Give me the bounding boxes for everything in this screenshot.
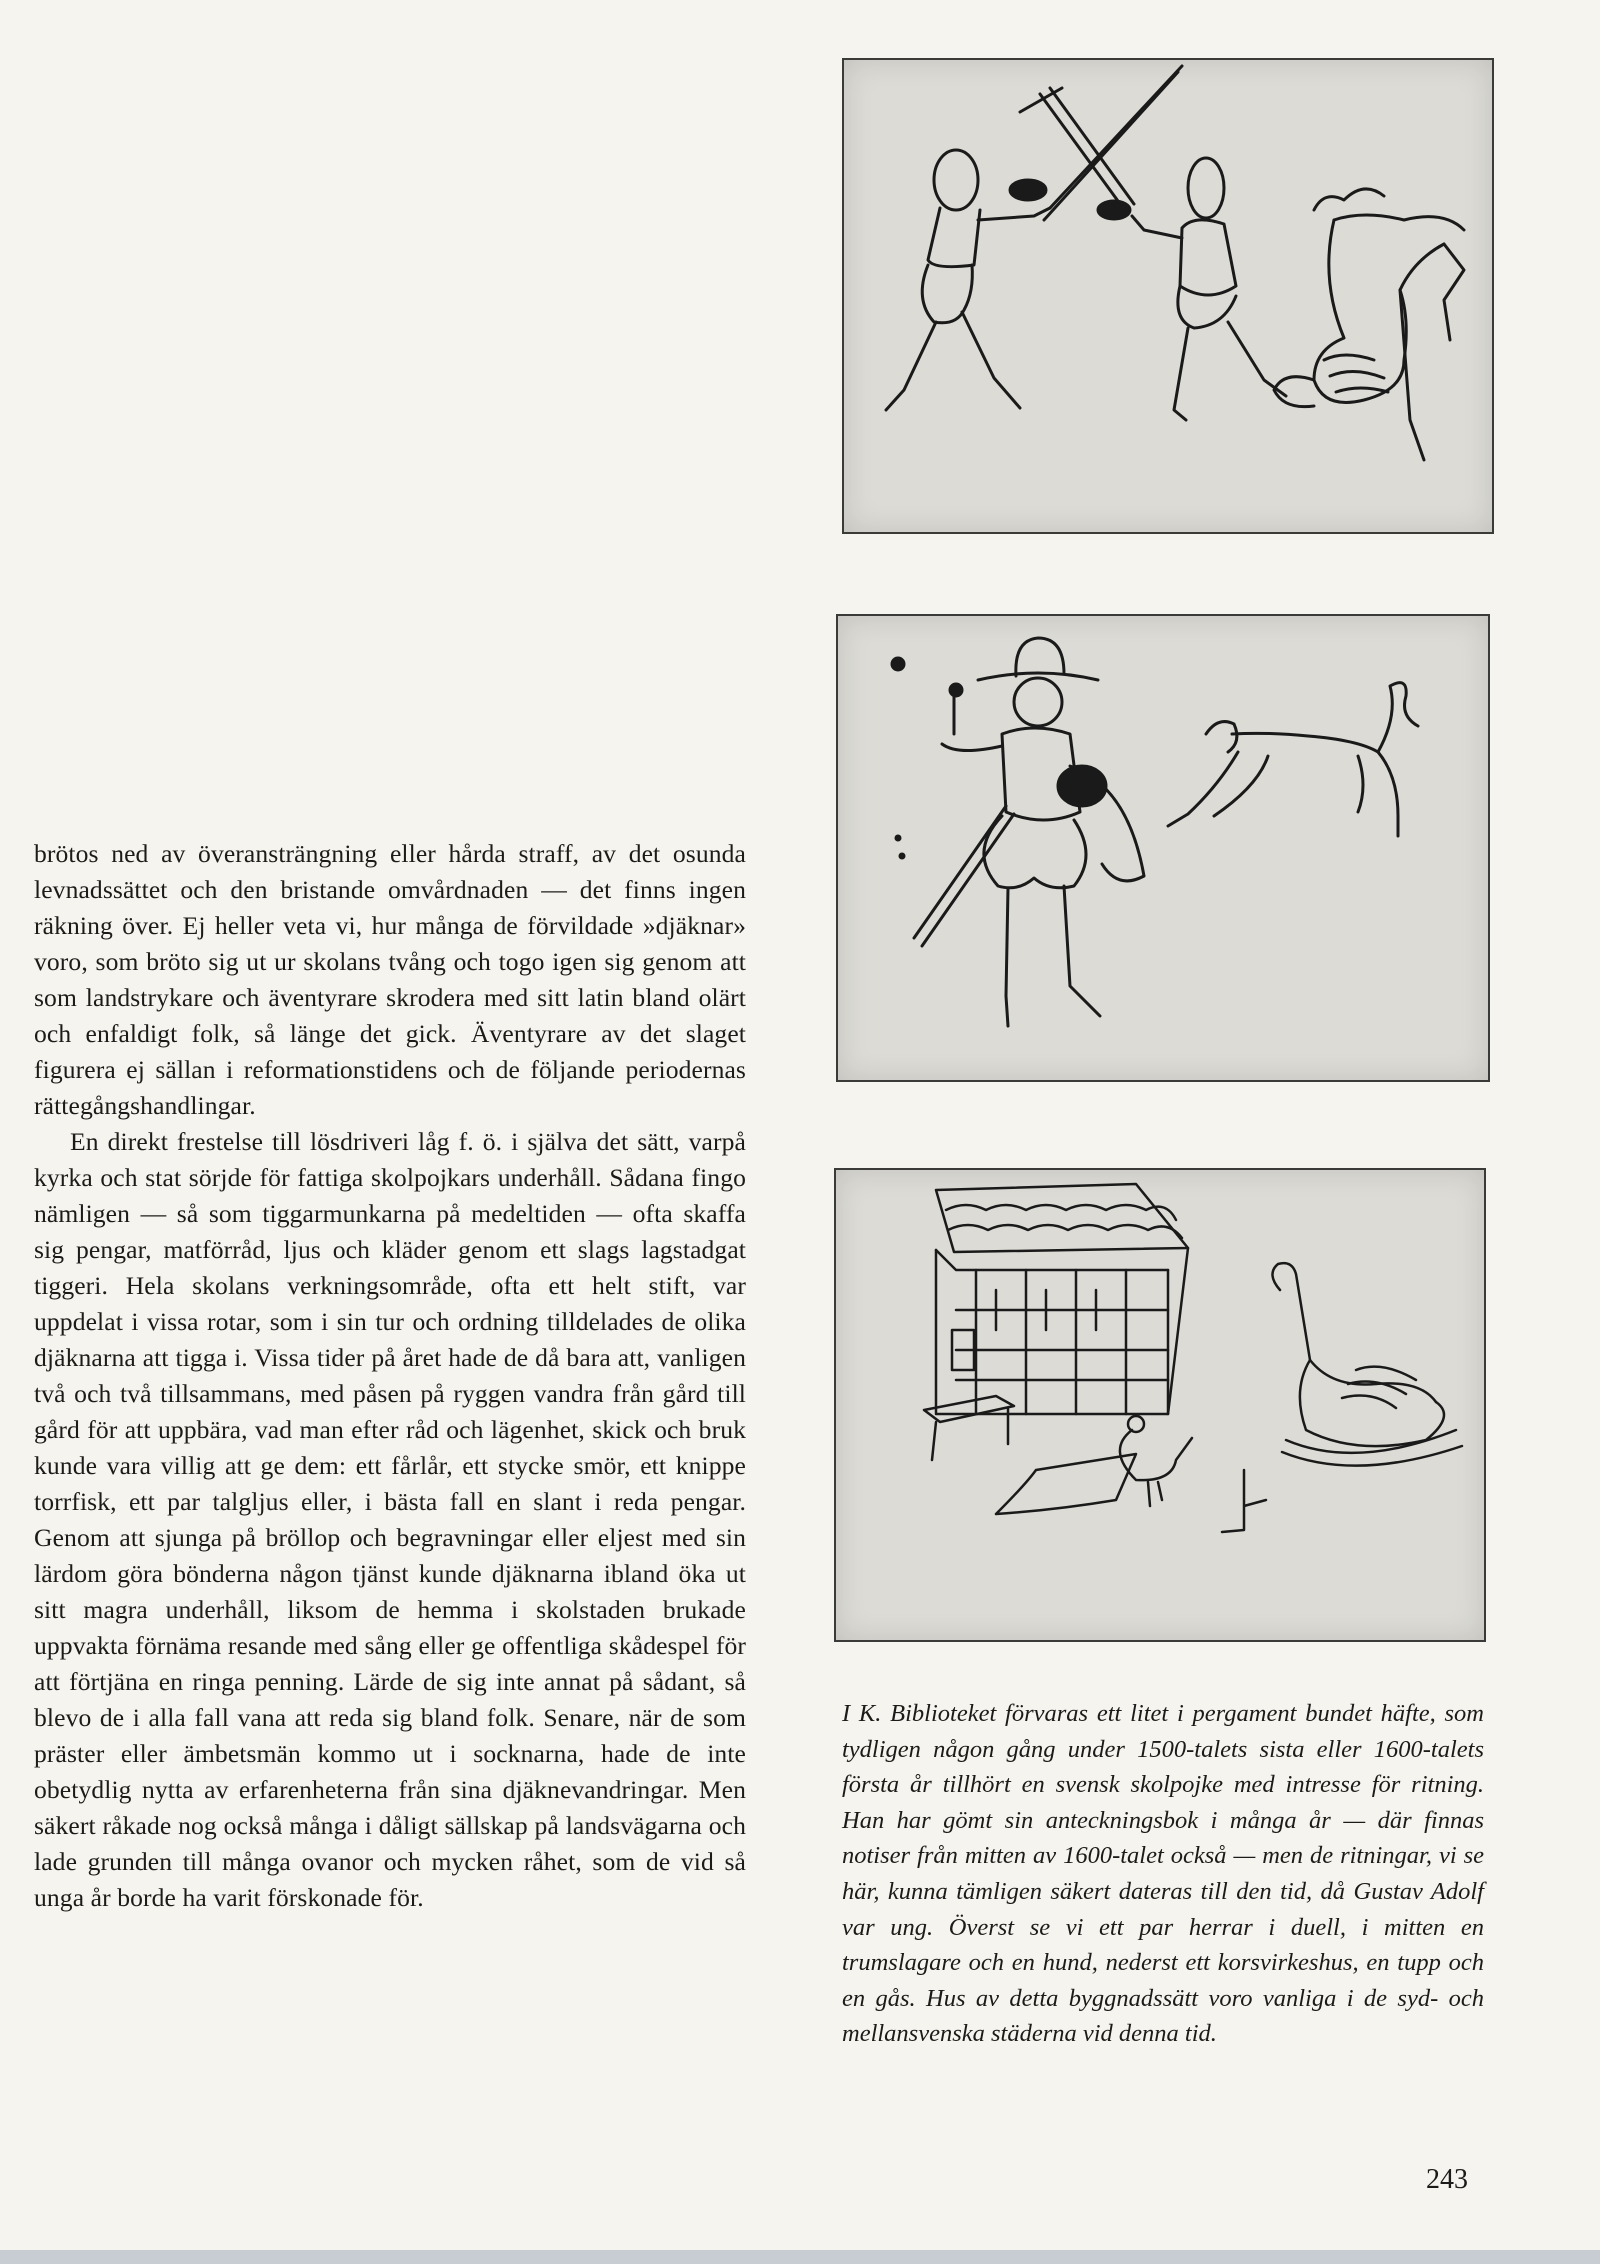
house-drawing xyxy=(834,1168,1486,1642)
drummer-drawing xyxy=(836,614,1490,1082)
paragraph-1: brötos ned av överansträngning eller hårda straff, av det osunda levnadssättet och den bristande omvårdnaden — det finns ingen räkning över. Ej heller veta vi, hur många de förvildade »djäknar» voro, som bröto sig ut ur skolans tvång och togo igen sig genom att som landstrykare och äventyrare skrodera med sitt latin bland olärt och enfaldigt folk, så länge det gick. Äventyrare av det slaget figurera ej sällan i reformationstidens och de följande periodernas rättegångshandlingar. xyxy=(34,839,746,1120)
paragraph-2: En direkt frestelse till lösdriveri låg f. ö. i själva det sätt, varpå kyrka och stat sörjde för fattiga skolpojkars underhåll. Sådana fingo nämligen — så som tiggarmunkarna på medeltiden — ofta skaffa sig pengar, matförråd, ljus och kläder genom ett slags lagstadgat tiggeri. Hela skolans verkningsområde, ofta ett helt stift, var uppdelat i vissa rotar, som i sin tur och ordning tilldelades de olika djäknarna att tigga i. Vissa tider på året hade de då bara att, vanligen två och två tillsammans, med påsen på ryggen vandra från gård till gård för att uppbära, vad man efter råd och lägenhet, skick och bruk kunde vara villig att ge dem: ett fårlår, ett stycke smör, ett knippe torrfisk, ett par talgljus eller, i bästa fall en slant i reda pengar. Genom att sjunga på bröllop och begravningar eller eljest med sin lärdom göra bönderna någon tjänst kunde djäknarna ibland öka ut sitt magra underhåll, liksom de hemma i skolstaden brukade uppvakta förnäma resande med sång eller ge offentliga skådespel för att förtjäna en ringa penning. Lärde de sig inte annat på sådant, så blevo de i alla fall vana att reda sig bland folk. Senare, när de som präster eller ämbetsmän kommo ut i socknarna, hade de inte obetydlig nytta av erfarenheterna från sina djäknevandringar. Men säkert råkade nog också många i dåligt sällskap på landsvägarna och lade grunden till många ovanor och mycken råhet, som de vid så unga år borde ha varit förskonade för. xyxy=(34,1127,746,1912)
page-number: 243 xyxy=(1426,2164,1468,2195)
duel-drawing xyxy=(842,58,1494,534)
body-text xyxy=(34,836,746,1916)
page-edge xyxy=(0,2250,1600,2264)
figure-caption: I K. Biblioteket förvaras ett litet i pergament bundet häfte, som tydligen någon gång under 1500-talets sista eller 1600-talets första år tillhört en svensk skolpojke med intresse för ritning. Han har gömt sin anteckningsbok i många år — där finnas notiser från mitten av 1600-talet också — men de ritningar, vi se här, kunna tämligen säkert dateras till den tid, då Gustav Adolf var ung. Överst se vi ett par herrar i duell, i mitten en trumslagare och en hund, nederst ett korsvirkeshus, en tupp och en gås. Hus av detta byggnadssätt voro vanliga i de syd- och mellansvenska städerna vid denna tid. xyxy=(842,1700,1484,2048)
